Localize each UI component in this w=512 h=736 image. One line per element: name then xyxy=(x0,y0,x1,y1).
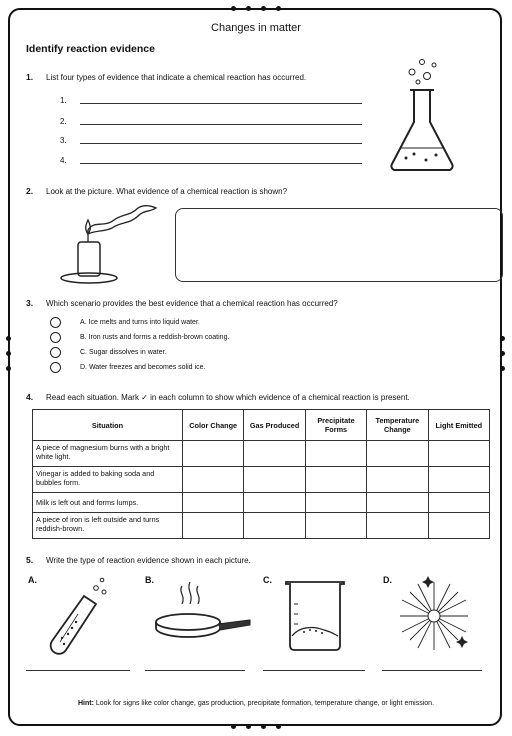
answer-line[interactable] xyxy=(80,143,362,144)
col-header: Light Emitted xyxy=(428,410,489,441)
border-dot xyxy=(276,6,281,11)
picture-label-a: A. xyxy=(28,575,37,585)
border-dot xyxy=(6,336,11,341)
candle-illustration xyxy=(56,198,166,288)
flask-illustration xyxy=(382,52,462,176)
check-cell[interactable] xyxy=(305,467,366,493)
picture-label-b: B. xyxy=(145,575,154,585)
q4-text: Read each situation. Mark ✓ in each column to show which evidence of a chemical reaction is present. xyxy=(46,393,410,402)
answer-line[interactable] xyxy=(80,103,362,104)
check-cell[interactable] xyxy=(244,513,305,539)
test-tube-illustration xyxy=(44,574,114,658)
border-dot xyxy=(261,6,266,11)
answer-line[interactable] xyxy=(145,670,245,671)
table-row xyxy=(33,493,490,513)
answer-line[interactable] xyxy=(26,670,130,671)
answer-line[interactable] xyxy=(80,163,362,164)
table-header-row xyxy=(33,410,490,441)
col-header: Situation xyxy=(33,410,183,441)
border-dot xyxy=(246,6,251,11)
table-row xyxy=(33,467,490,493)
frying-pan-illustration xyxy=(152,578,252,648)
check-cell[interactable] xyxy=(183,441,244,467)
radio-option-a[interactable] xyxy=(50,317,61,328)
check-cell[interactable] xyxy=(367,467,428,493)
q1-line-number: 2. xyxy=(60,117,67,126)
check-cell[interactable] xyxy=(244,493,305,513)
check-cell[interactable] xyxy=(428,441,489,467)
q1-number: 1. xyxy=(26,72,34,82)
option-c-text: C. Sugar dissolves in water. xyxy=(80,349,167,356)
situation-cell: A piece of iron is left outside and turns reddish-brown. xyxy=(33,513,183,539)
picture-label-d: D. xyxy=(383,575,392,585)
radio-option-d[interactable] xyxy=(50,362,61,373)
border-dot xyxy=(246,724,251,729)
q1-line-number: 3. xyxy=(60,136,67,145)
q3-number: 3. xyxy=(26,298,34,308)
check-cell[interactable] xyxy=(305,441,366,467)
col-header: Temperature Change xyxy=(367,410,428,441)
check-cell[interactable] xyxy=(367,441,428,467)
situation-cell: Milk is left out and forms lumps. xyxy=(33,493,183,513)
page-title: Changes in matter xyxy=(211,22,301,34)
option-a-text: A. Ice melts and turns into liquid water. xyxy=(80,319,200,326)
check-cell[interactable] xyxy=(305,513,366,539)
table-row xyxy=(33,441,490,467)
q2-text: Look at the picture. What evidence of a chemical reaction is shown? xyxy=(46,187,288,196)
border-dot xyxy=(500,351,505,356)
q1-line-number: 1. xyxy=(60,96,67,105)
border-dot xyxy=(500,366,505,371)
situation-cell: A piece of magnesium burns with a bright white light. xyxy=(33,441,183,467)
check-cell[interactable] xyxy=(244,467,305,493)
border-dot xyxy=(261,724,266,729)
border-dot xyxy=(6,366,11,371)
border-dot xyxy=(276,724,281,729)
q2-number: 2. xyxy=(26,186,34,196)
border-dot xyxy=(6,351,11,356)
picture-label-c: C. xyxy=(263,575,272,585)
option-b-text: B. Iron rusts and forms a reddish-brown coating. xyxy=(80,334,230,341)
check-cell[interactable] xyxy=(428,513,489,539)
q1-text: List four types of evidence that indicate a chemical reaction has occurred. xyxy=(46,73,307,82)
option-d-text: D. Water freezes and becomes solid ice. xyxy=(80,364,206,371)
check-cell[interactable] xyxy=(367,513,428,539)
border-dot xyxy=(231,6,236,11)
border-dot xyxy=(231,724,236,729)
hint-text xyxy=(0,700,512,707)
answer-line[interactable] xyxy=(263,670,365,671)
answer-line[interactable] xyxy=(382,670,482,671)
border-dot xyxy=(500,336,505,341)
check-cell[interactable] xyxy=(305,493,366,513)
check-cell[interactable] xyxy=(428,467,489,493)
hint-body: Look for signs like color change, gas production, precipitate formation, temperature change, or light emission. xyxy=(93,700,435,707)
check-cell[interactable] xyxy=(183,513,244,539)
col-header: Precipitate Forms xyxy=(305,410,366,441)
q4-number: 4. xyxy=(26,392,34,402)
answer-line[interactable] xyxy=(80,124,362,125)
table-row xyxy=(33,513,490,539)
radio-option-b[interactable] xyxy=(50,332,61,343)
situation-cell: Vinegar is added to baking soda and bubbles form. xyxy=(33,467,183,493)
check-cell[interactable] xyxy=(244,441,305,467)
q3-text: Which scenario provides the best evidence that a chemical reaction has occurred? xyxy=(46,299,338,308)
light-burst-illustration xyxy=(392,574,476,658)
col-header: Color Change xyxy=(183,410,244,441)
q5-number: 5. xyxy=(26,555,34,565)
q5-text: Write the type of reaction evidence shown in each picture. xyxy=(46,556,251,565)
section-heading: Identify reaction evidence xyxy=(26,43,155,55)
radio-option-c[interactable] xyxy=(50,347,61,358)
q1-line-number: 4. xyxy=(60,156,67,165)
check-cell[interactable] xyxy=(428,493,489,513)
check-cell[interactable] xyxy=(367,493,428,513)
check-cell[interactable] xyxy=(183,467,244,493)
evidence-table xyxy=(32,409,490,539)
beaker-illustration xyxy=(280,576,352,654)
col-header: Gas Produced xyxy=(244,410,305,441)
hint-label: Hint: xyxy=(77,700,94,707)
q2-answer-box[interactable] xyxy=(175,208,503,282)
check-cell[interactable] xyxy=(183,493,244,513)
